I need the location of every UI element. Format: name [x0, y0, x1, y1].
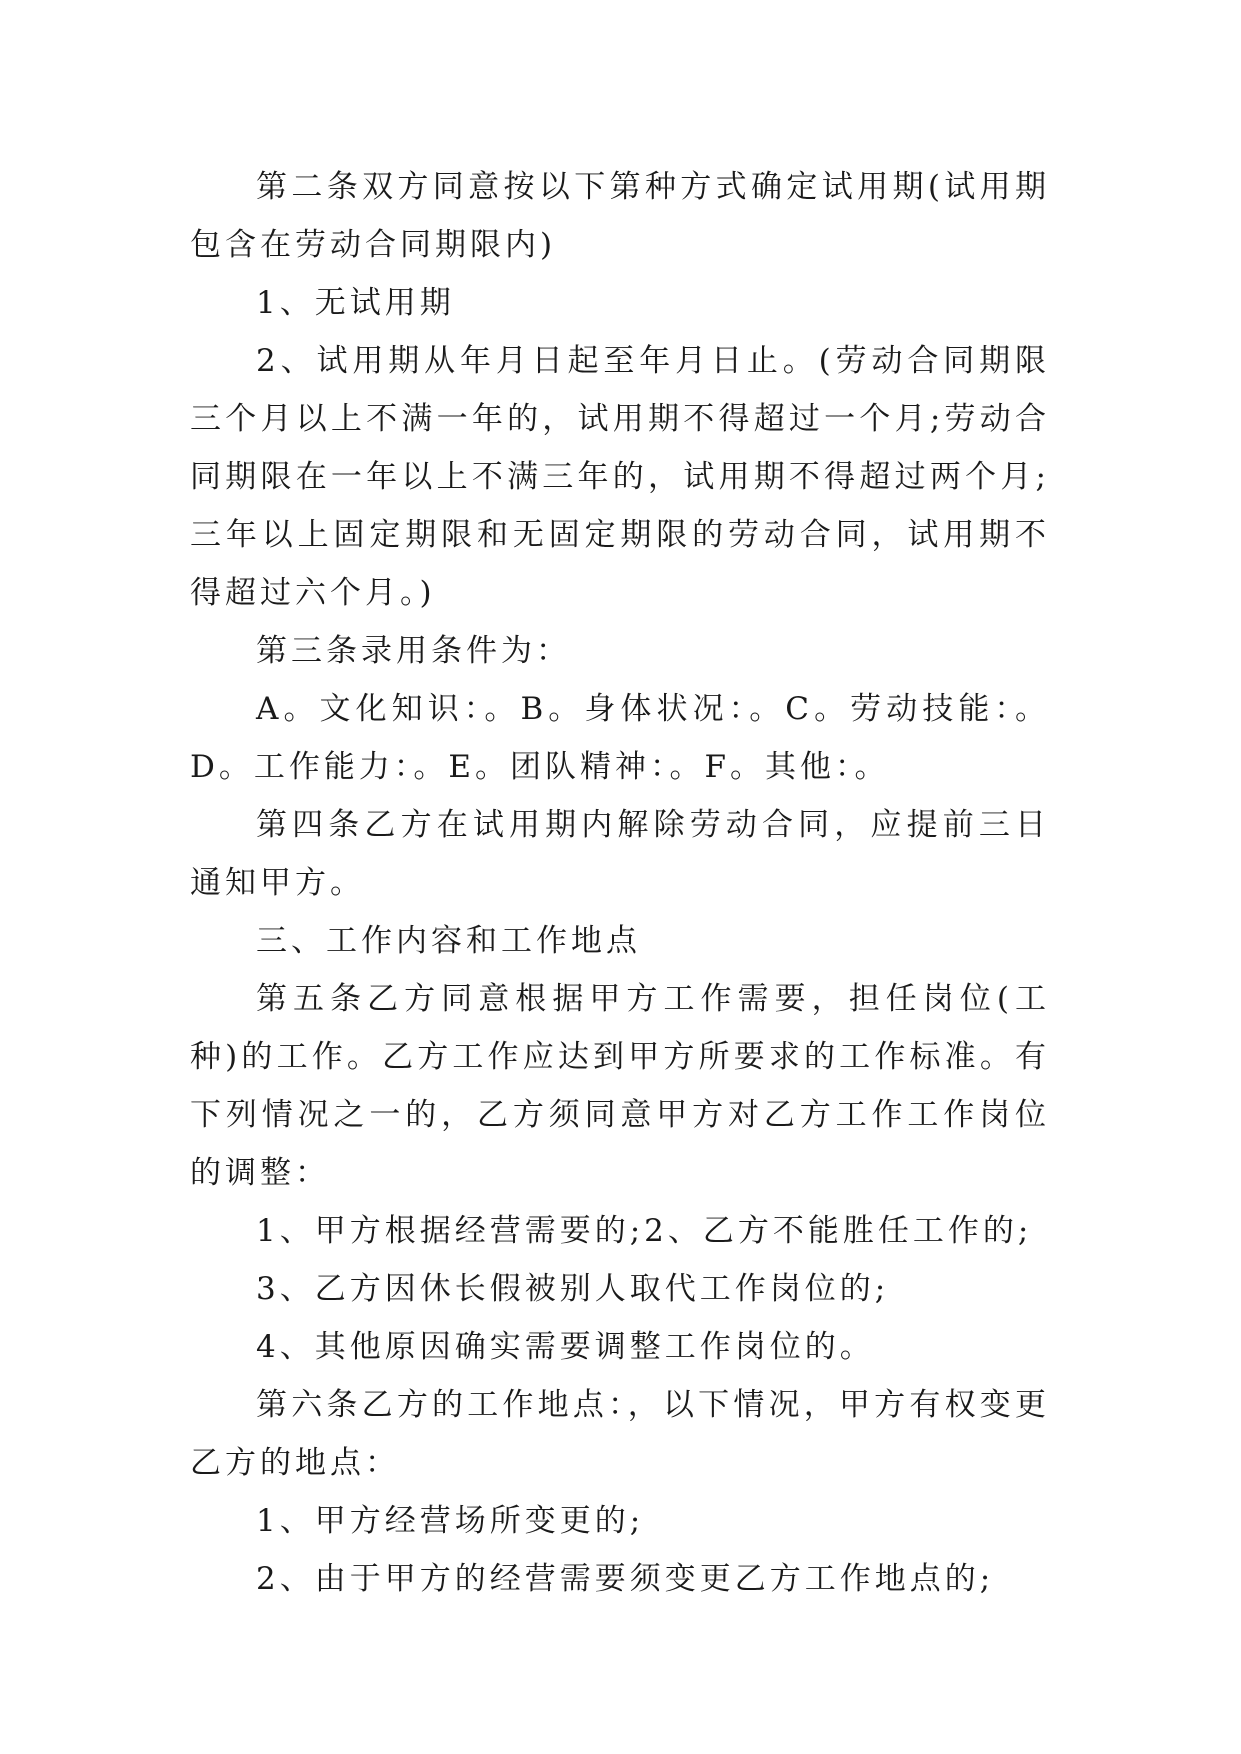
list-item-location-1: 1、甲方经营场所变更的; [256, 1503, 645, 1539]
paragraph-article-5: 第五条乙方同意根据甲方工作需要，担任岗位(工种)的工作。乙方工作应达到甲方所要求的工作标准。有下列情况之一的，乙方须同意甲方对乙方工作工作岗位的调整： [190, 981, 1050, 1191]
paragraph-probation-period: 2、试用期从年月日起至年月日止。(劳动合同期限三个月以上不满一年的，试用期不得超过一个月;劳动合同期限在一年以上不满三年的，试用期不得超过两个月;三年以上固定期限和无固定期限的劳动合同，试用期不得超过六个月。) [190, 343, 1050, 611]
list-item-4: 4、其他原因确实需要调整工作岗位的。 [256, 1329, 875, 1365]
list-item-1-2: 1、甲方根据经营需要的;2、乙方不能胜任工作的; [256, 1213, 1033, 1249]
paragraph-no-probation: 1、无试用期 [256, 285, 455, 321]
paragraph-article-3: 第三条录用条件为： [256, 633, 571, 669]
paragraph-article-6: 第六条乙方的工作地点：，以下情况，甲方有权变更乙方的地点： [190, 1387, 1050, 1481]
paragraph-article-2: 第二条双方同意按以下第种方式确定试用期(试用期包含在劳动合同期限内) [190, 169, 1050, 263]
document-body [190, 158, 1050, 1608]
paragraph-hiring-conditions: A。文化知识：。B。身体状况：。C。劳动技能：。D。工作能力：。E。团队精神：。F。其他：。 [190, 691, 1050, 785]
list-item-3: 3、乙方因休长假被别人取代工作岗位的; [256, 1271, 890, 1307]
paragraph-article-4: 第四条乙方在试用期内解除劳动合同，应提前三日通知甲方。 [190, 807, 1050, 901]
list-item-location-2: 2、由于甲方的经营需要须变更乙方工作地点的; [256, 1561, 995, 1597]
section-heading-work-content: 三、工作内容和工作地点 [256, 923, 641, 959]
